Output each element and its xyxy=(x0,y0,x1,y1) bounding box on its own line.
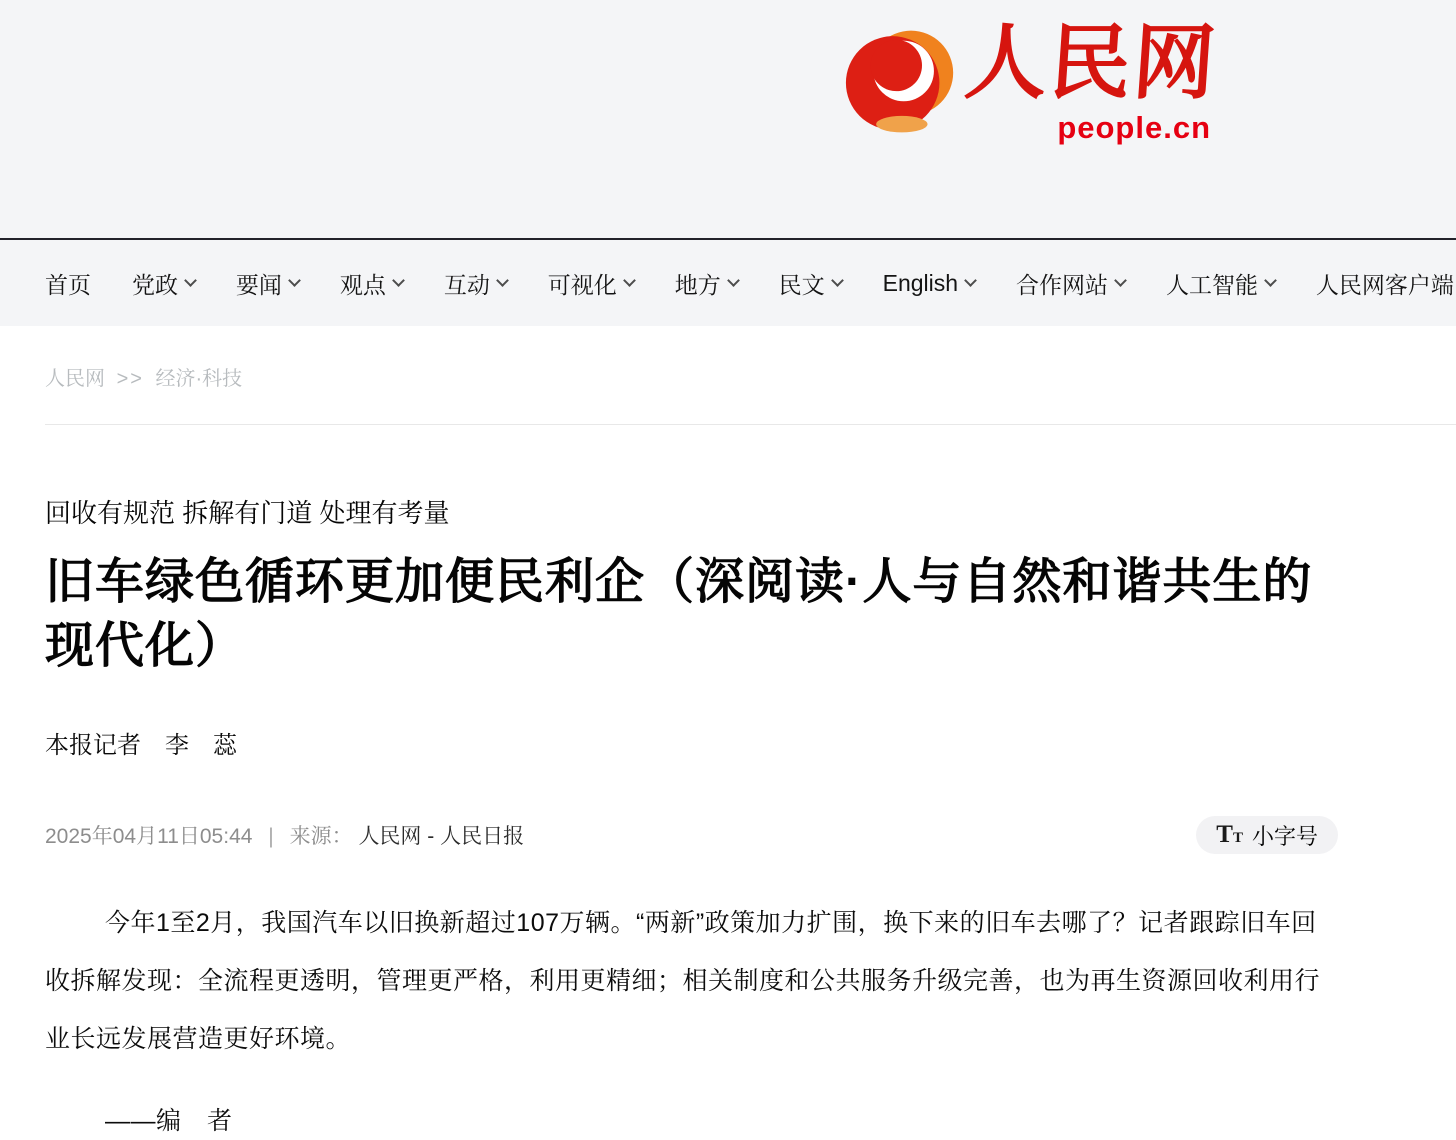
nav-item-8[interactable] xyxy=(883,270,975,297)
font-size-button[interactable] xyxy=(1196,816,1338,854)
article-title: 旧车绿色循环更加便民利企（深阅读·人与自然和谐共生的现代化） xyxy=(45,555,1313,673)
meta-divider: | xyxy=(268,825,274,848)
nav-item-6[interactable] xyxy=(675,267,738,300)
nav-item-label: 观点 xyxy=(339,271,386,298)
nav-item-label: 民文 xyxy=(778,271,825,298)
article-body xyxy=(45,894,1338,1140)
chevron-down-icon xyxy=(184,274,197,287)
nav-item-label: 党政 xyxy=(131,271,178,298)
chevron-down-icon xyxy=(964,274,977,287)
nav-item-label: 地方 xyxy=(674,271,721,298)
nav-item-10[interactable] xyxy=(1166,267,1275,300)
nav-item-label: 要闻 xyxy=(235,271,282,298)
source-link[interactable]: 人民网 - 人民日报 xyxy=(358,825,525,848)
font-size-button-label: 小字号 xyxy=(1251,823,1318,849)
nav-item-7[interactable] xyxy=(779,267,842,300)
chevron-down-icon xyxy=(727,274,740,287)
font-size-icon: T T xyxy=(1216,821,1243,848)
chevron-down-icon xyxy=(831,274,844,287)
breadcrumb-section-link[interactable]: 经济·科技 xyxy=(155,368,243,390)
article-paragraph: 今年1至2月，我国汽车以旧换新超过107万辆。“两新”政策加力扩围，换下来的旧车去哪了？记者跟踪旧车回收拆解发现：全流程更透明，管理更严格，利用更精细；相关制度和公共服务升级完善，也为再生资源回收利用行业长远发展营造更好环境。 xyxy=(45,909,1321,1053)
main-nav xyxy=(0,238,1456,326)
nav-item-4[interactable] xyxy=(444,267,507,300)
source-label: 来源： xyxy=(289,825,353,848)
chevron-down-icon xyxy=(496,274,509,287)
chevron-down-icon xyxy=(1264,274,1277,287)
people-cn-logo[interactable] xyxy=(845,18,1221,146)
article-byline: 本报记者 李 蕊 xyxy=(45,732,237,759)
nav-item-label: English xyxy=(882,269,959,296)
nav-item-label: 互动 xyxy=(443,271,490,298)
nav-item-label: 人工智能 xyxy=(1165,271,1258,298)
nav-item-5[interactable] xyxy=(548,267,634,300)
editor-note: ——编 者 xyxy=(105,1107,233,1135)
nav-item-label: 可视化 xyxy=(547,271,617,298)
chevron-down-icon xyxy=(623,274,636,287)
date-source-line xyxy=(45,820,524,850)
logo-domain: people.cn xyxy=(1057,110,1212,145)
nav-item-label: 人民网客户端 xyxy=(1315,271,1454,298)
nav-item-3[interactable] xyxy=(340,267,403,300)
nav-item-label: 首页 xyxy=(45,271,91,298)
nav-item-2[interactable] xyxy=(236,267,299,300)
breadcrumb-site-link[interactable]: 人民网 xyxy=(45,368,105,390)
nav-item-label: 合作网站 xyxy=(1016,271,1109,298)
nav-item-1[interactable] xyxy=(132,267,195,300)
logo-text xyxy=(961,18,1221,146)
logo-chinese-wordmark: 人民网 xyxy=(961,18,1221,109)
site-header xyxy=(0,0,1456,238)
breadcrumb-separator: >> xyxy=(116,368,144,390)
article-meta-row xyxy=(45,816,1338,854)
nav-item-11[interactable] xyxy=(1316,267,1454,300)
globe-swirl-icon xyxy=(845,24,955,140)
chevron-down-icon xyxy=(1114,274,1127,287)
content-area xyxy=(0,362,1456,1140)
breadcrumb xyxy=(45,362,1456,391)
chevron-down-icon xyxy=(288,274,301,287)
nav-item-0[interactable] xyxy=(45,267,91,300)
publish-datetime: 2025年04月11日05:44 xyxy=(45,825,253,848)
article-kicker: 回收有规范 拆解有门道 处理有考量 xyxy=(45,498,450,528)
chevron-down-icon xyxy=(392,274,405,287)
article xyxy=(0,425,1456,1140)
nav-item-9[interactable] xyxy=(1016,267,1125,300)
